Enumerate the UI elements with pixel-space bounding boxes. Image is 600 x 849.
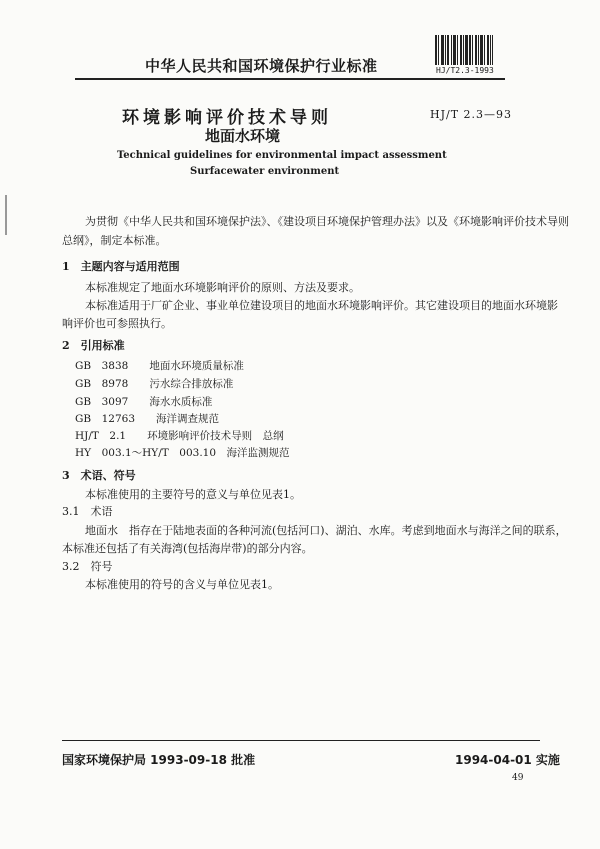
english-title: Technical guidelines for environmental impact assessment [117, 150, 447, 161]
standard-title: 环境影响评价技术导则 [122, 108, 332, 128]
standard-number: HJ/T 2.3—93 [430, 108, 513, 121]
subsection-3-2-heading: 3.2 符号 [62, 560, 113, 573]
page-number: 49 [512, 773, 524, 783]
implementation-date: 1994-04-01 实施 [455, 753, 560, 767]
preamble-line-1: 为贯彻《中华人民共和国环境保护法》、《建设项目环境保护管理办法》以及《环境影响评价技术导则 [85, 215, 569, 228]
section-1-paragraph-1: 本标准规定了地面水环境影响评价的原则、方法及要求。 [85, 281, 360, 294]
header-rule [75, 78, 505, 80]
scan-edge-mark [5, 195, 7, 235]
term-definition-line-2: 本标准还包括了有关海湾(包括海岸带)的部分内容。 [62, 542, 313, 555]
section-2-heading: 2 引用标准 [62, 339, 125, 352]
english-subtitle: Surfacewater environment [190, 166, 340, 177]
subsection-3-2-text: 本标准使用的符号的含义与单位见表1。 [85, 578, 279, 591]
term-definition-line-1: 地面水 指存在于陆地表面的各种河流(包括河口)、湖泊、水库。考虑到地面水与海洋之间的联系， [85, 524, 567, 537]
approval-line: 国家环境保护局 1993-09-18 批准 [62, 753, 256, 767]
barcode-code: HJ/T2.3-1993 [436, 66, 494, 75]
reference-item: GB 8978 污水综合排放标准 [75, 378, 234, 390]
section-1-heading: 1 主题内容与适用范围 [62, 260, 180, 273]
reference-item: HJ/T 2.1 环境影响评价技术导则 总纲 [75, 430, 284, 442]
subsection-3-1-heading: 3.1 术语 [62, 505, 113, 518]
reference-item: HY 003.1～HY/T 003.10 海洋监测规范 [75, 447, 290, 459]
reference-item: GB 3838 地面水环境质量标准 [75, 360, 244, 372]
reference-item: GB 12763 海洋调查规范 [75, 413, 220, 425]
reference-item: GB 3097 海水水质标准 [75, 396, 213, 408]
section-1-paragraph-2-line-2: 响评价也可参照执行。 [62, 317, 172, 330]
preamble-line-2: 总纲》，制定本标准。 [62, 234, 167, 247]
standard-subtitle: 地面水环境 [205, 127, 281, 145]
footer-rule [62, 740, 540, 741]
section-1-paragraph-2-line-1: 本标准适用于厂矿企业、事业单位建设项目的地面水环境影响评价。其它建设项目的地面水环境影 [85, 299, 558, 312]
section-3-heading: 3 术语、符号 [62, 469, 136, 482]
section-3-intro: 本标准使用的主要符号的意义与单位见表1。 [85, 488, 301, 501]
header-title: 中华人民共和国环境保护行业标准 [145, 57, 378, 75]
barcode-icon [435, 35, 493, 65]
